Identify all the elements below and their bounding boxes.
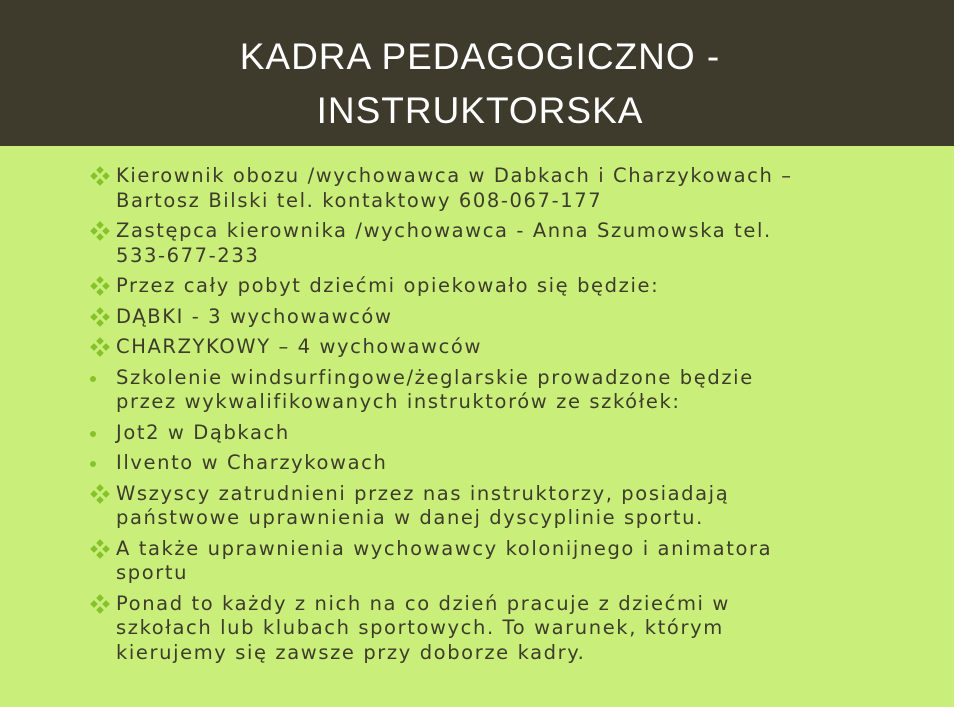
list-item bbox=[88, 274, 908, 299]
list-item-text: państwowe uprawnienia w danej dyscyplinie sportu. bbox=[116, 506, 704, 529]
list-item bbox=[88, 219, 908, 268]
list-item-text: CHARZYKOWY – 4 wychowawców bbox=[116, 335, 482, 358]
dot-bullet-icon bbox=[90, 431, 96, 437]
list-item-text: Ilvento w Charzykowach bbox=[116, 451, 388, 474]
list-item-text: Kierownik obozu /wychowawca w Dabkach i Charzykowach – bbox=[116, 164, 793, 187]
list-item-text: 533-677-233 bbox=[116, 243, 260, 267]
list-item bbox=[88, 305, 908, 330]
bullet-list bbox=[88, 164, 908, 671]
list-item bbox=[88, 482, 908, 531]
diamond-bullet-icon bbox=[88, 592, 112, 616]
diamond-bullet-icon bbox=[88, 537, 112, 561]
diamond-bullet-icon bbox=[88, 305, 112, 329]
diamond-bullet-icon bbox=[88, 482, 112, 506]
list-item-text: Ponad to każdy z nich na co dzień pracuje z dziećmi w bbox=[116, 591, 730, 615]
diamond-bullet-icon bbox=[88, 274, 112, 298]
list-item-text: DĄBKI - 3 wychowawców bbox=[116, 304, 393, 328]
list-item bbox=[88, 451, 908, 476]
title-bar bbox=[0, 0, 960, 146]
list-item-text: kierujemy się zawsze przy doborze kadry. bbox=[116, 640, 586, 664]
diamond-bullet-icon bbox=[88, 164, 112, 188]
list-item bbox=[88, 164, 908, 213]
diamond-bullet-icon bbox=[88, 335, 112, 359]
dot-bullet-icon bbox=[90, 376, 96, 382]
list-item-text: szkołach lub klubach sportowych. To warunek, którym bbox=[116, 616, 724, 639]
list-item-text: A także uprawnienia wychowawcy kolonijnego i animatora bbox=[116, 536, 773, 560]
list-item-text: Bartosz Bilski tel. kontaktowy 608-067-177 bbox=[116, 188, 603, 212]
list-item bbox=[88, 335, 908, 360]
list-item-text: Wszyscy zatrudnieni przez nas instruktorzy, posiadają bbox=[116, 481, 730, 505]
list-item bbox=[88, 537, 908, 586]
slide-title bbox=[0, 30, 960, 138]
diamond-bullet-icon bbox=[88, 219, 112, 243]
right-edge-border bbox=[954, 146, 960, 707]
list-item-text: Przez cały pobyt dziećmi opiekowało się będzie: bbox=[116, 274, 660, 297]
list-item bbox=[88, 421, 908, 446]
slide-title-line-1: KADRA PEDAGOGICZNO - bbox=[239, 36, 721, 77]
list-item-text: Szkolenie windsurfingowe/żeglarskie prowadzone będzie bbox=[116, 365, 754, 389]
list-item-text: Jot2 w Dąbkach bbox=[116, 420, 290, 444]
dot-bullet-icon bbox=[90, 461, 96, 467]
list-item-text: sportu bbox=[116, 561, 189, 584]
list-item bbox=[88, 592, 908, 666]
list-item-text: przez wykwalifikowanych instruktorów ze szkółek: bbox=[116, 390, 681, 413]
list-item-text: Zastępca kierownika /wychowawca - Anna Szumowska tel. bbox=[116, 219, 772, 242]
list-item bbox=[88, 366, 908, 415]
slide-title-line-2: INSTRUKTORSKA bbox=[316, 90, 644, 131]
